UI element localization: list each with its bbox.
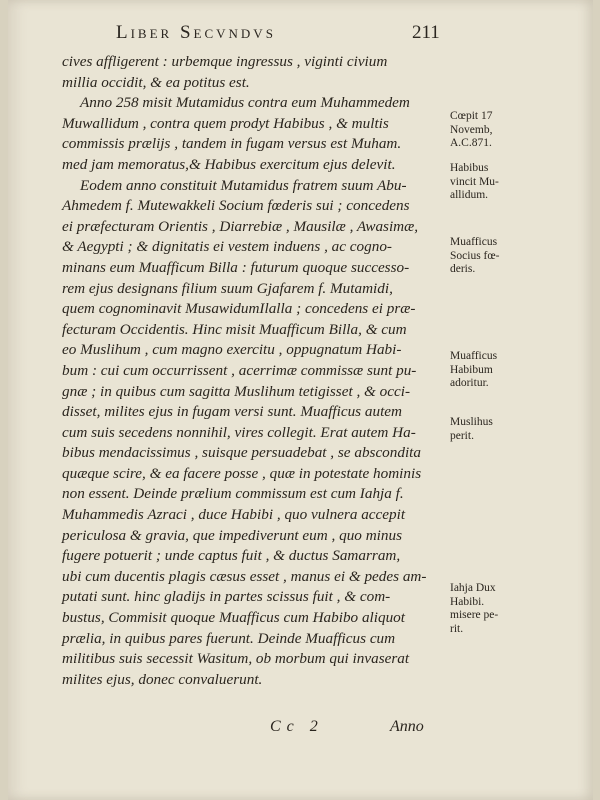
text-line: prælia, in quibus pares fuerunt. Deinde Muafficus cum	[62, 629, 396, 647]
text-line: Muwallidum , contra quem prodyt Habibus , & multis	[62, 114, 389, 132]
text-line: commissis prælijs , tandem in fugam versus est Muham.	[62, 135, 402, 153]
body-text	[62, 52, 442, 690]
text-line: minans eum Muafficum Billa : futurum quoque successo-	[62, 258, 410, 276]
marginal-note-line: adoritur.	[450, 377, 489, 389]
marginal-note-line: Iahja Dux	[450, 582, 496, 594]
marginal-note-line: misere pe-	[450, 609, 499, 621]
marginal-note-line: Novemb,	[450, 123, 493, 136]
text-line: quem cognominavit MusawidumIlalla ; concedens ei præ-	[62, 300, 416, 318]
marginal-note	[450, 416, 530, 443]
marginal-note-line: Habibus	[450, 162, 489, 174]
text-line: milites ejus, donec convaluerunt.	[62, 670, 263, 688]
marginal-note-line: allidum.	[450, 189, 489, 201]
book-page	[8, 0, 593, 800]
marginal-note-line: Socius fœ-	[450, 249, 500, 262]
catchword: Anno	[390, 718, 424, 735]
text-line: periculosa & gravia, que impediverunt eum , quo minus	[62, 526, 402, 544]
marginal-note-line: Muslihus	[450, 416, 493, 428]
text-line: disset, milites ejus in fugam versi sunt. Muafficus autem	[62, 403, 403, 421]
text-line: bibus mendacissimus , suisque persuadebat , se abscondita	[62, 444, 421, 462]
marginal-note	[450, 350, 530, 391]
text-line: quæque scire, & ea facere posse , quæ in potestate hominis	[62, 464, 422, 482]
text-line: Muhammedis Azraci , duce Habibi , quo vulnera accepit	[62, 506, 406, 524]
marginal-note-line: Habibi.	[450, 595, 485, 608]
marginal-note-line: Muafficus	[450, 236, 498, 248]
marginal-note-line: Muafficus	[450, 350, 498, 362]
text-line: ubi cum ducentis plagis cæsus esset , manus ei & pedes am-	[62, 567, 427, 585]
marginal-note-line: vincit Mu-	[450, 175, 499, 188]
marginal-note-line: A.C.871.	[450, 137, 492, 149]
running-title: Liber Secvndvs	[116, 22, 276, 43]
marginal-note	[450, 110, 530, 151]
text-line: putati sunt. hinc gladijs in partes scissus fuit , & com-	[62, 588, 391, 606]
text-line: militibus suis secessit Wasitum, ob morbum qui invaserat	[62, 650, 410, 668]
marginal-note-line: Habibum	[450, 363, 493, 376]
text-line: fecturam Occidentis. Hinc misit Muafficum Billa, & cum	[62, 320, 407, 338]
text-line: & Aegypti ; & dignitatis ei vestem induens , ac cogno-	[62, 238, 392, 256]
text-line: cum suis secedens nonnihil, vires collegit. Erat autem Ha-	[62, 423, 416, 441]
text-line: med jam memoratus,& Habibus exercitum ejus delevit.	[62, 155, 396, 173]
marginal-note	[450, 582, 530, 636]
text-line: gnæ ; in quibus cum sagitta Muslihum tetigisset , & occi-	[62, 382, 411, 400]
text-line: eo Muslihum , cum magno exercitu , oppugnatum Habi-	[62, 341, 402, 359]
text-line: rem ejus designans filium suum Gjafarem f. Mutamidi,	[62, 279, 393, 297]
text-line: Ahmedem f. Mutewakkeli Socium fœderis sui ; concedens	[62, 197, 410, 215]
text-line: Anno 258 misit Mutamidus contra eum Muhammedem	[80, 94, 410, 112]
marginal-note-line: deris.	[450, 263, 476, 275]
text-line: fugere potuerit ; unde captus fuit , & ductus Samarram,	[62, 547, 401, 565]
text-line: millia occidit, & ea potitus est.	[62, 73, 250, 91]
page-number: 211	[412, 22, 440, 43]
marginal-note	[450, 236, 530, 277]
text-line: ei præfecturam Orientis , Diarrebiæ , Mausilæ , Awasimæ,	[62, 217, 419, 235]
marginal-note-line: rit.	[450, 622, 464, 635]
text-line: non essent. Deinde prælium commissum est cum Iahja f.	[62, 485, 404, 503]
marginal-note-line: perit.	[450, 429, 474, 442]
text-line: cives affligerent : urbemque ingressus , viginti civium	[62, 53, 388, 70]
text-line: bustus, Commisit quoque Muafficus cum Habibo aliquot	[62, 609, 405, 627]
text-line: bum : cui cum occurrissent , acerrimæ commissæ sunt pu-	[62, 361, 417, 379]
signature-mark: Cc 2	[270, 718, 324, 735]
text-line: Eodem anno constituit Mutamidus fratrem suum Abu-	[80, 176, 407, 194]
marginal-note-line: Cœpit 17	[450, 110, 493, 122]
marginal-note	[450, 162, 530, 203]
